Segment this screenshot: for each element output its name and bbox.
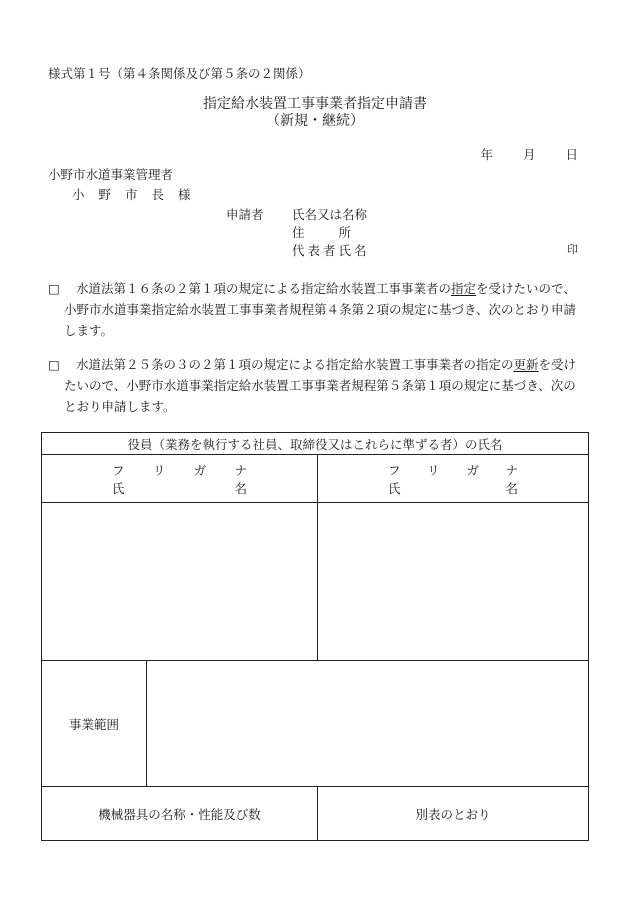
officer-names-left-cell[interactable] (42, 503, 318, 661)
document-title-block (0, 96, 630, 130)
business-scope-cell[interactable] (147, 661, 589, 787)
recipient-mayor: 小野市長様 (72, 187, 205, 202)
date-month: 月 (522, 147, 536, 162)
officer-names-right-cell[interactable] (318, 503, 589, 661)
document-title: 指定給水装置工事事業者指定申請書 (203, 96, 427, 112)
equipment-value: 別表のとおり (318, 787, 589, 841)
renewal-underlined: 更新 (513, 357, 539, 372)
date-year: 年 (480, 147, 493, 162)
renewal-application-checkbox[interactable]: □ (48, 357, 60, 372)
designation-underlined: 指定 (451, 281, 477, 296)
officer-column-header-left (42, 455, 318, 503)
document-subtitle: （新規・継続） (266, 113, 364, 129)
equipment-label: 機械器具の名称・性能及び数 (42, 787, 318, 841)
form-number-label: 様式第１号（第４条関係及び第５条の２関係） (48, 66, 311, 81)
officer-column-header-right (318, 455, 589, 503)
date-day: 日 (565, 147, 578, 162)
name-label-right: 氏 名 (388, 480, 519, 496)
new-application-text: 水道法第１６条の２第１項の規定による指定給水装置工事事業者の指定を受けたいので、小野市水道事業指定給水装置工事事業者規程第４条第２項の規定に基づき、次のとおり申請します。 (64, 281, 577, 338)
applicant-representative-label: 代表者氏名 (292, 243, 370, 258)
date-line (454, 145, 578, 163)
officers-table (41, 432, 589, 841)
applicant-label: 申請者 (226, 207, 264, 222)
applicant-name-label: 氏名又は名称 (292, 207, 368, 222)
business-scope-label: 事業範囲 (42, 661, 147, 787)
furigana-label-right: フ リ ガ ナ (388, 462, 519, 478)
seal-mark: 印 (567, 243, 578, 256)
applicant-address-label: 住所 (292, 225, 386, 240)
name-label-left: 氏 名 (112, 480, 247, 496)
recipient-organization: 小野市水道事業管理者 (48, 167, 174, 182)
renewal-application-text: 水道法第２５条の３の２第１項の規定による指定給水装置工事事業者の指定の更新を受けたいので、小野市水道事業指定給水装置工事事業者規程第５条第１項の規定に基づき、次のとおり申請します。 (64, 357, 577, 414)
renewal-application-paragraph (48, 354, 588, 417)
new-application-paragraph (48, 278, 588, 341)
furigana-label-left: フ リ ガ ナ (112, 462, 247, 478)
new-application-checkbox[interactable]: □ (48, 281, 60, 296)
officers-header: 役員（業務を執行する社員、取締役又はこれらに準ずる者）の氏名 (42, 433, 589, 455)
